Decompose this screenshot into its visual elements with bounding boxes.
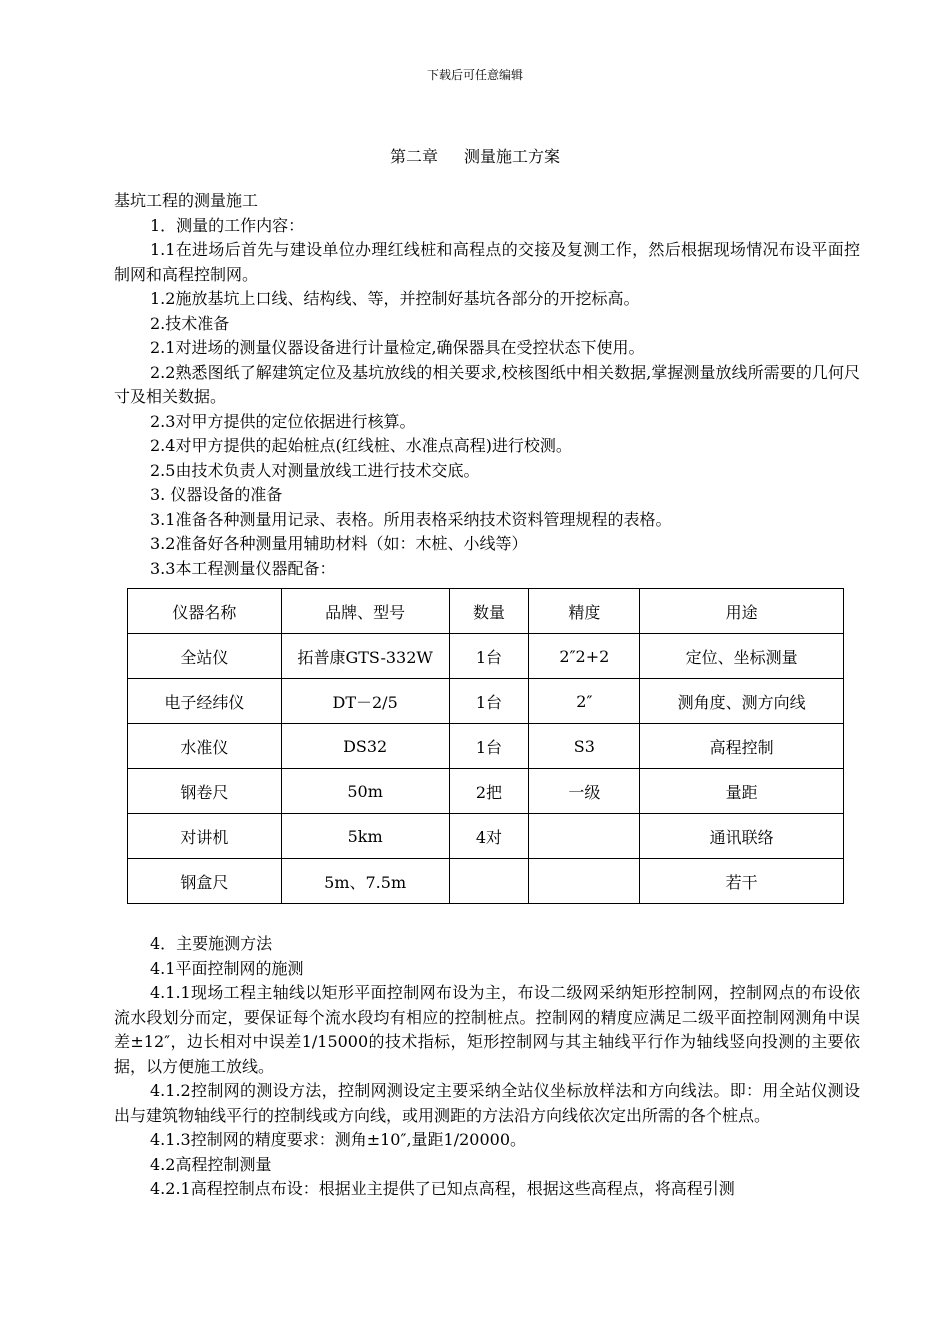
table-cell: 1台 [449,724,529,769]
table-row [128,679,844,724]
page-header: 下载后可任意编辑 [426,68,523,82]
table-cell: 一级 [529,769,640,814]
paragraph: 2.3对甲方提供的定位依据进行核算。 [150,411,416,431]
paragraph: 1.1在进场后首先与建设单位办理红线桩和高程点的交接及复测工作，然后根据现场情况布设平面控制网和高程控制网。 [114,240,860,284]
table-row [128,859,844,904]
table-cell: 水准仪 [128,724,282,769]
table-row [128,634,844,679]
paragraph: 4.1平面控制网的施测 [150,958,304,978]
section-title: 基坑工程的测量施工 [114,191,259,210]
equipment-table [127,588,844,904]
table-cell: 2把 [449,769,529,814]
table-row [128,769,844,814]
body-section-b [114,932,860,1202]
paragraph: 4.1.2控制网的测设方法，控制网测设定主要采纳全站仪坐标放样法和方向线法。即：用全站仪测设出与建筑物轴线平行的控制线或方向线，或用测距的方法沿方向线依次定出所需的各个桩点。 [114,1081,860,1125]
table-cell: 5km [281,814,449,859]
paragraph: 1.2施放基坑上口线、结构线、等，并控制好基坑各部分的开挖标高。 [150,289,640,308]
table-cell: 定位、坐标测量 [640,634,844,679]
paragraph: 3. 仪器设备的准备 [150,485,283,504]
table-header-row [128,589,844,634]
table-cell: S3 [529,724,640,769]
table-header-cell: 精度 [529,589,640,634]
paragraph: 3.3本工程测量仪器配备： [150,558,336,578]
paragraph: 4．主要施测方法 [150,934,273,953]
paragraph: 2.技术准备 [150,313,230,333]
paragraph: 2.2熟悉图纸了解建筑定位及基坑放线的相关要求,校核图纸中相关数据,掌握测量放线所需要的几何尺寸及相关数据。 [114,362,860,406]
paragraph: 4.1.3控制网的精度要求：测角±10″,量距1/20000。 [150,1130,527,1149]
table-cell: 电子经纬仪 [128,679,282,724]
table-header-cell: 品牌、型号 [281,589,449,634]
chapter-title [0,144,950,167]
paragraph: 4.2.1高程控制点布设：根据业主提供了已知点高程，根据这些高程点，将高程引测 [150,1179,735,1198]
table-cell: 高程控制 [640,724,844,769]
table-cell: 5m、7.5m [281,859,449,904]
paragraph: 4.1.1现场工程主轴线以矩形平面控制网布设为主，布设二级网采纳矩形控制网，控制网点的布设依流水段划分而定，要保证每个流水段均有相应的控制桩点。控制网的精度应满足二级平面控制网测角中误差±12″，边长相对中误差1/15000的技术指标，矩形控制网与其主轴线平行作为轴线竖向投测的主要依据，以方便施工放线。 [114,983,860,1076]
table-cell: 1台 [449,679,529,724]
table-cell [529,814,640,859]
table-cell: 若干 [640,859,844,904]
table-cell: 测角度、测方向线 [640,679,844,724]
table-cell: 全站仪 [128,634,282,679]
table-cell: 钢卷尺 [128,769,282,814]
table-row [128,724,844,769]
table-cell: 拓普康GTS-332W [281,634,449,679]
table-header-cell: 仪器名称 [128,589,282,634]
paragraph: 2.1对进场的测量仪器设备进行计量检定,确保器具在受控状态下使用。 [150,338,645,357]
chapter-name: 测量施工方案 [464,147,561,166]
table-header-cell: 数量 [449,589,529,634]
table-cell: 2″ [529,679,640,724]
paragraph: 1．测量的工作内容： [150,215,305,235]
paragraph: 2.4对甲方提供的起始桩点(红线桩、水准点高程)进行校测。 [150,436,572,455]
paragraph: 3.2准备好各种测量用辅助材料（如：木桩、小线等） [150,534,528,553]
table-header-cell: 用途 [640,589,844,634]
table-row [128,814,844,859]
body-section-a [114,189,860,581]
table-cell: 2″2+2 [529,634,640,679]
table-cell: 1台 [449,634,529,679]
table-cell: 4对 [449,814,529,859]
table-cell: DS32 [281,724,449,769]
table-cell: DT－2/5 [281,679,449,724]
table-cell: 量距 [640,769,844,814]
table-cell: 50m [281,769,449,814]
table-cell: 对讲机 [128,814,282,859]
paragraph: 2.5由技术负责人对测量放线工进行技术交底。 [150,460,480,480]
table-cell [529,859,640,904]
chapter-number: 第二章 [389,147,438,166]
paragraph: 4.2高程控制测量 [150,1154,272,1174]
table-cell: 通讯联络 [640,814,844,859]
paragraph: 3.1准备各种测量用记录、表格。所用表格采纳技术资料管理规程的表格。 [150,509,672,529]
table-cell [449,859,529,904]
table-cell: 钢盒尺 [128,859,282,904]
